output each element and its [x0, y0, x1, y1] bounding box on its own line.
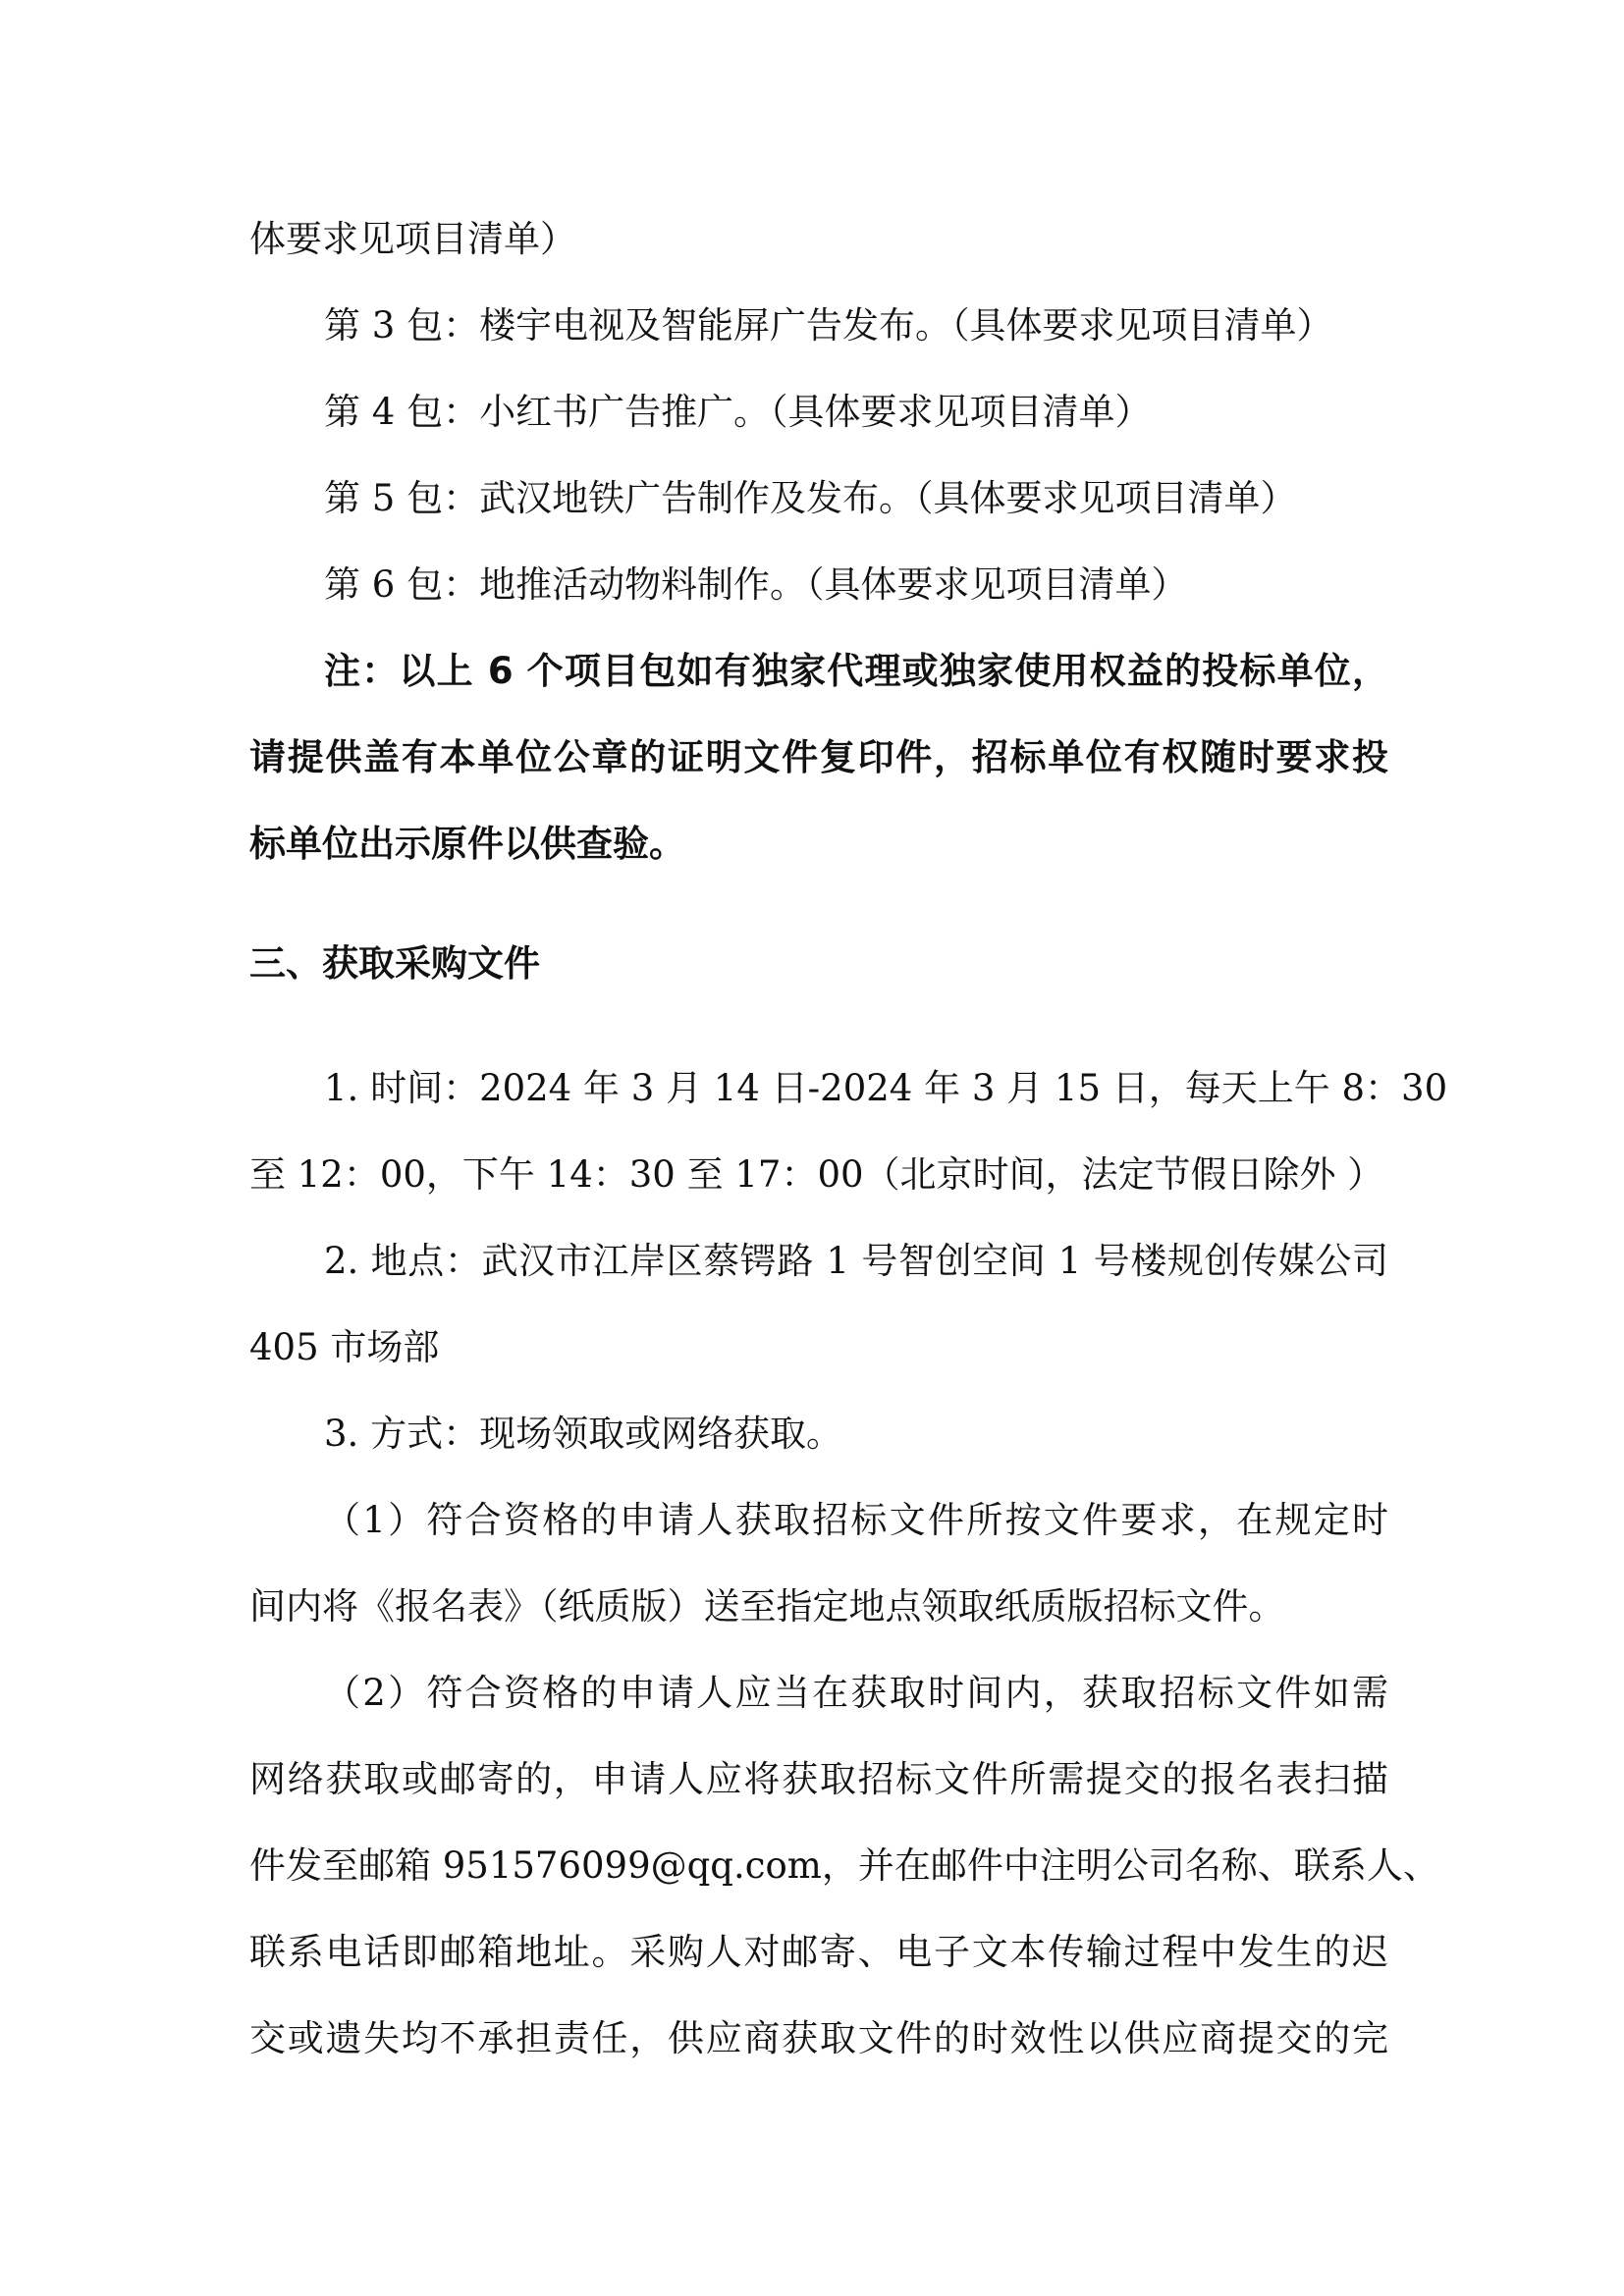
note-line: 注：以上 6 个项目包如有独家代理或独家使用权益的投标单位，	[324, 650, 1388, 692]
text-line: 间内将《报名表》（纸质版）送至指定地点领取纸质版招标文件。	[249, 1585, 1285, 1628]
text-line: 3. 方式：现场领取或网络获取。	[324, 1413, 843, 1455]
text-line: 联系电话即邮箱地址。采购人对邮寄、电子文本传输过程中发生的迟	[249, 1931, 1388, 1973]
text-line: 网络获取或邮寄的，申请人应将获取招标文件所需提交的报名表扫描	[249, 1758, 1388, 1800]
text-line: 件发至邮箱 951576099@qq.com，并在邮件中注明公司名称、联系人、	[249, 1844, 1439, 1887]
text-line: 2. 地点：武汉市江岸区蔡锷路 1 号智创空间 1 号楼规创传媒公司	[324, 1240, 1388, 1282]
text-line: 至 12：00，下午 14：30 至 17：00（北京时间，法定节假日除外 ）	[249, 1153, 1384, 1196]
text-line: 1. 时间：2024 年 3 月 14 日-2024 年 3 月 15 日，每天上午 8：30	[324, 1067, 1448, 1109]
text-line: 第 4 包：小红书广告推广。（具体要求见项目清单）	[324, 391, 1152, 433]
note-line: 标单位出示原件以供查验。	[249, 823, 685, 865]
text-line: 交或遗失均不承担责任，供应商获取文件的时效性以供应商提交的完	[249, 2017, 1388, 2059]
note-line: 请提供盖有本单位公章的证明文件复印件，招标单位有权随时要求投	[249, 736, 1388, 778]
text-line: 体要求见项目清单）	[249, 218, 576, 260]
text-line: （2）符合资格的申请人应当在获取时间内，获取招标文件如需	[324, 1672, 1388, 1714]
text-line: 第 6 包：地推活动物料制作。（具体要求见项目清单）	[324, 563, 1188, 606]
section-heading: 三、获取采购文件	[249, 942, 540, 985]
text-line: 第 5 包：武汉地铁广告制作及发布。（具体要求见项目清单）	[324, 477, 1297, 519]
text-line: （1）符合资格的申请人获取招标文件所按文件要求，在规定时	[324, 1499, 1388, 1541]
text-line: 405 市场部	[249, 1326, 440, 1368]
text-line: 第 3 包：楼宇电视及智能屏广告发布。（具体要求见项目清单）	[324, 304, 1333, 347]
